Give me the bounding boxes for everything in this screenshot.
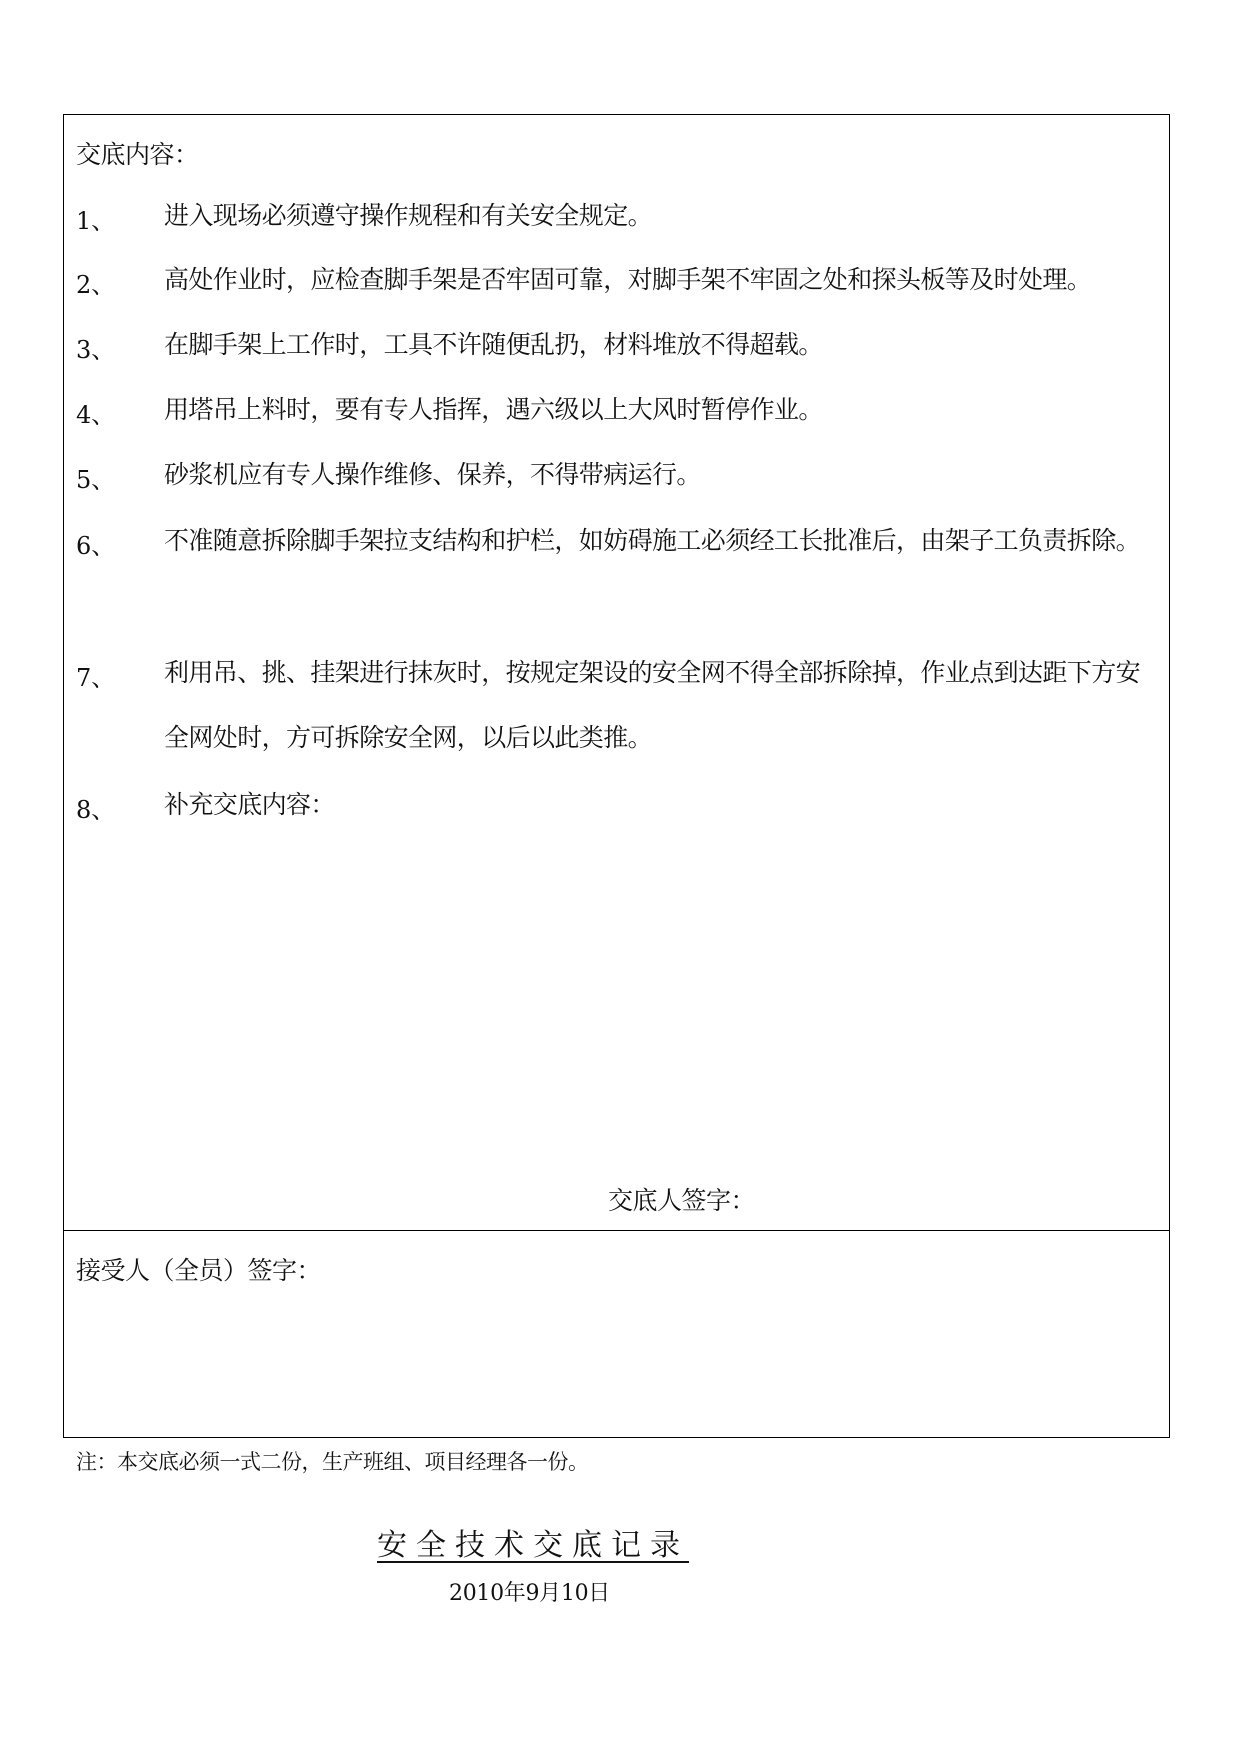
item-text: 在脚手架上工作时，工具不许随便乱扔，材料堆放不得超载。 xyxy=(164,330,823,359)
receiver-cell xyxy=(64,1231,1169,1439)
item-number: 1、 xyxy=(76,207,116,235)
item-text: 高处作业时，应检查脚手架是否牢固可靠，对脚手架不牢固之处和探头板等及时处理。 xyxy=(164,265,1092,294)
item-number: 5、 xyxy=(76,466,116,494)
item-number: 3、 xyxy=(76,336,116,364)
content-heading: 交底内容： xyxy=(76,140,199,169)
item-number: 2、 xyxy=(76,271,116,299)
disclosure-table xyxy=(63,114,1170,1438)
document-date: 2010年9月10日 xyxy=(449,1581,610,1606)
content-cell xyxy=(64,115,1169,1231)
item-text: 利用吊、挑、挂架进行抹灰时，按规定架设的安全网不得全部拆除掉，作业点到达距下方安全网处时，方可拆除安全网，以后以此类推。 xyxy=(164,658,1141,752)
item-number: 4、 xyxy=(76,401,116,429)
item-number: 6、 xyxy=(76,532,116,560)
receiver-signature-label: 接受人（全员）签字： xyxy=(76,1256,322,1285)
item-text: 砂浆机应有专人操作维修、保养，不得带病运行。 xyxy=(164,460,701,489)
item-text: 不准随意拆除脚手架拉支结构和护栏，如妨碍施工必须经工长批准后，由架子工负责拆除。 xyxy=(164,526,1141,555)
item-text: 用塔吊上料时，要有专人指挥，遇六级以上大风时暂停作业。 xyxy=(164,395,823,424)
item-number: 7、 xyxy=(76,664,116,692)
item-text: 补充交底内容： xyxy=(164,790,335,819)
footnote: 注：本交底必须一式二份，生产班组、项目经理各一份。 xyxy=(76,1450,589,1474)
presenter-signature-label: 交底人签字： xyxy=(608,1186,756,1215)
document-title: 安全技术交底记录 xyxy=(377,1528,689,1563)
item-number: 8、 xyxy=(76,796,116,824)
item-text: 进入现场必须遵守操作规程和有关安全规定。 xyxy=(164,201,653,230)
